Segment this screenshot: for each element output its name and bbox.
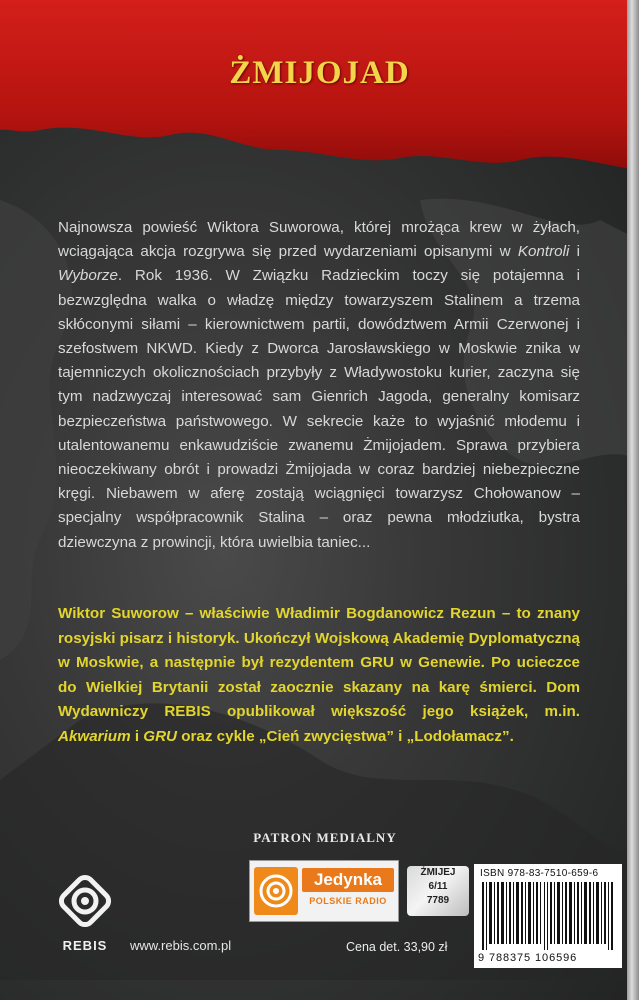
- publisher-name: REBIS: [62, 938, 108, 953]
- bio-part-3: oraz cykle „Cień zwycięstwa” i „Lodołamacz”.: [177, 727, 514, 745]
- media-partner-logo: [249, 860, 399, 922]
- isbn-barcode-box: [474, 864, 622, 968]
- description-text: [58, 216, 580, 555]
- radio-speaker-icon: [254, 867, 298, 915]
- description-part-2: i: [569, 243, 580, 261]
- bio-book-title-2: GRU: [143, 727, 178, 745]
- media-partner-subtitle: POLSKIE RADIO: [309, 896, 387, 906]
- description-part-1: Najnowsza powieść Wiktora Suworowa, której mrożąca krew w żyłach, wciągająca akcja rozgrywa się przed wydarzeniami opisanymi w: [58, 219, 580, 261]
- sticker-line-3: 7789: [426, 895, 450, 906]
- spine-edge: [627, 0, 639, 1000]
- media-partner-name: Jedynka: [302, 868, 394, 892]
- bio-part-2: i: [130, 727, 144, 745]
- bio-part-1: Wiktor Suworow – właściwie Władimir Bogdanowicz Rezun – to znany rosyjski pisarz i historyk. Ukończył Wojskową Akademię Dyplomatyczną w Moskwie, a następnie był rezydentem GRU w Genewie. Po ucieczce do Wielkiej Brytanii został zaocznie skazany na karę śmierci. Dom Wydawniczy REBIS opublikował większość jego książek, m.in.: [58, 605, 580, 721]
- description-part-3: . Rok 1936. W Związku Radzieckim toczy się potajemna i bezwzględna walka o władzę między towarzyszem Stalinem a trzema skłóconymi siłami – kierownictwem partii, dowództwem Armii Czerwonej i szefostwem NKWD. Kiedy z Dworca Jarosławskiego w Moskwie znika w tajemniczych okolicznościach przybyły z Władywostoku kurier, zaczyna się tym nadzwyczaj interesować sam Gienrich Jagoda, generalny komisarz bezpieczeństwa państwowego. W sekrecie każe to wyjaśnić młodemu i utalentowanemu enkawudziście zwanemu Żmijojadem. Sprawa przybiera nieoczekiwany obrót i prowadzi Żmijojada w coraz bardziej niebezpieczne kręgi. Niebawem w aferę zostają wciągnięci towarzysz Chołowanow – specjalny współpracownik Stalina – oraz pewna młodziutka, bystra dziewczyna z prowincji, która uwielbia taniec...: [58, 267, 580, 551]
- author-bio: [58, 602, 580, 750]
- price-sticker: [407, 866, 469, 916]
- sticker-line-1: ŻMIJEJ: [420, 867, 456, 878]
- description-book-title-2: Wyborze: [58, 267, 118, 285]
- barcode-digits: 9 788375 106596: [478, 952, 578, 964]
- description-book-title-1: Kontroli: [517, 243, 570, 261]
- sticker-line-2: 6/11: [428, 881, 448, 892]
- book-title: ŻMIJOJAD: [229, 55, 410, 91]
- isbn-label: ISBN 978-83-7510-659-6: [480, 868, 599, 879]
- rebis-logo-icon: [52, 868, 118, 934]
- bio-book-title-1: Akwarium: [58, 727, 131, 745]
- patron-label: PATRON MEDIALNY: [253, 830, 397, 845]
- publisher-url[interactable]: www.rebis.com.pl: [130, 938, 232, 953]
- barcode-icon: [480, 882, 616, 950]
- price-label: Cena det. 33,90 zł: [346, 940, 448, 954]
